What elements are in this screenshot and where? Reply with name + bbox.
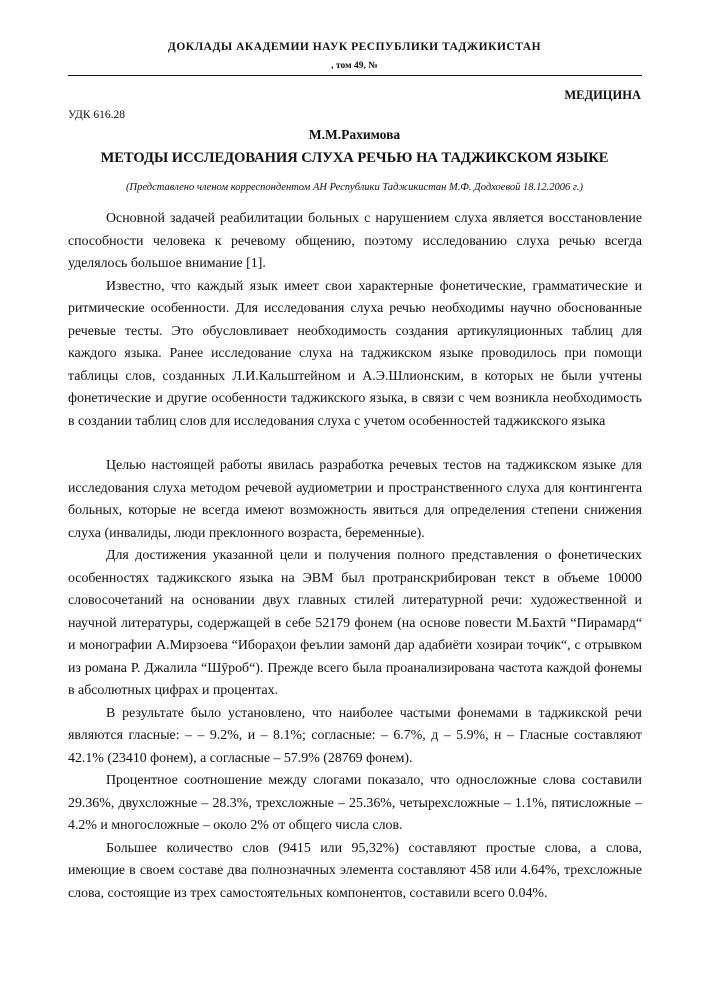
journal-volume: , том 49, №: [331, 61, 378, 71]
paragraph-6: Процентное соотношение между слогами показало, что односложные слова составили 29.36%, двухсложные – 28.3%, трехсложные – 25.36%, четырехсложные – 1.1%, пятисложные – 4.2% и многосложные – около 2% от общего числа слов.: [68, 773, 642, 833]
presented-by-note: (Представлено членом корреспондентом АН Республики Таджикистан М.Ф. Додхоевой 18.12.2006 г.): [126, 182, 583, 193]
author-name: М.М.Рахимова: [308, 127, 401, 142]
udk-code: УДК 616.28: [68, 109, 125, 121]
paragraph-3: Целью настоящей работы явилась разработка речевых тестов на таджикском языке для исследования слуха методом речевой аудиометрии и пространственного слуха для контингента больных, которые не всегда имеют возможность явиться для определения степени снижения слуха (инвалиды, люди преклонного возраста, беременные).: [68, 458, 642, 541]
article-title: МЕТОДЫ ИССЛЕДОВАНИЯ СЛУХА РЕЧЬЮ НА ТАДЖИКСКОМ ЯЗЫКЕ: [100, 150, 609, 166]
article-body: [68, 208, 642, 905]
header-divider: [68, 75, 642, 76]
paragraph-7: Большее количество слов (9415 или 95,32%) составляют простые слова, а слова, имеющие в своем составе два полнозначных элемента составляют 458 или 4.64%, трехсложные слова, состоящие из трех самостоятельных компонентов, составили всего 0.04%.: [68, 840, 642, 901]
journal-title: ДОКЛАДЫ АКАДЕМИИ НАУК РЕСПУБЛИКИ ТАДЖИКИСТАН: [167, 41, 542, 53]
paragraph-4: Для достижения указанной цели и получения полного представления о фонетических особенностях таджикского языка на ЭВМ был протранскрибирован текст в объеме 10000 словосочетаний на основании двух главных стилей литературной речи: художественной и научной литературы, содержащей в себе 52179 фонем (на основе повести М.Бахтӣ “Пирамард“ и монографии А.Мирзоева “Иборaҳои феълии замонӣ дар адабиёти хозираи тоҷик“, с отрывком из романа Р. Джалила “Шӯроб“). Прежде всего была проанализирована частота каждой фонемы в абсолютных цифрах и процентах.: [68, 548, 642, 698]
paragraph-5: В результате было установлено, что наиболее частыми фонемами в таджикской речи являются гласные: – – 9.2%, и – 8.1%; согласные: – 6.7%, д – 5.9%, н – Гласные составляют 42.1% (23410 фонем), а согласные – 57.9% (28769 фонем).: [68, 705, 642, 766]
section-label: МЕДИЦИНА: [564, 88, 641, 102]
paragraph-2: Известно, что каждый язык имеет свои характерные фонетические, грамматические и ритмические особенности. Для исследования слуха речью необходимы научно обоснованные речевые тесты. Это обусловливает необходимость создания артикуляционных таблиц для каждого языка. Ранее исследование слуха на таджикском языке проводилось при помощи таблицы слов, созданных Л.И.Кальштейном и А.Э.Шлионским, в которых не были учтены фонетические и другие особенности таджикского языка, в связи с чем возникла необходимость в создании таблиц слов для исследования слуха с учетом особенностей таджикского языка: [68, 278, 642, 429]
paragraph-1: Основной задачей реабилитации больных с нарушением слуха является восстановление способности человека к речевому общению, поэтому исследованию слуха речью всегда уделялось большое внимание [1].: [68, 211, 642, 271]
